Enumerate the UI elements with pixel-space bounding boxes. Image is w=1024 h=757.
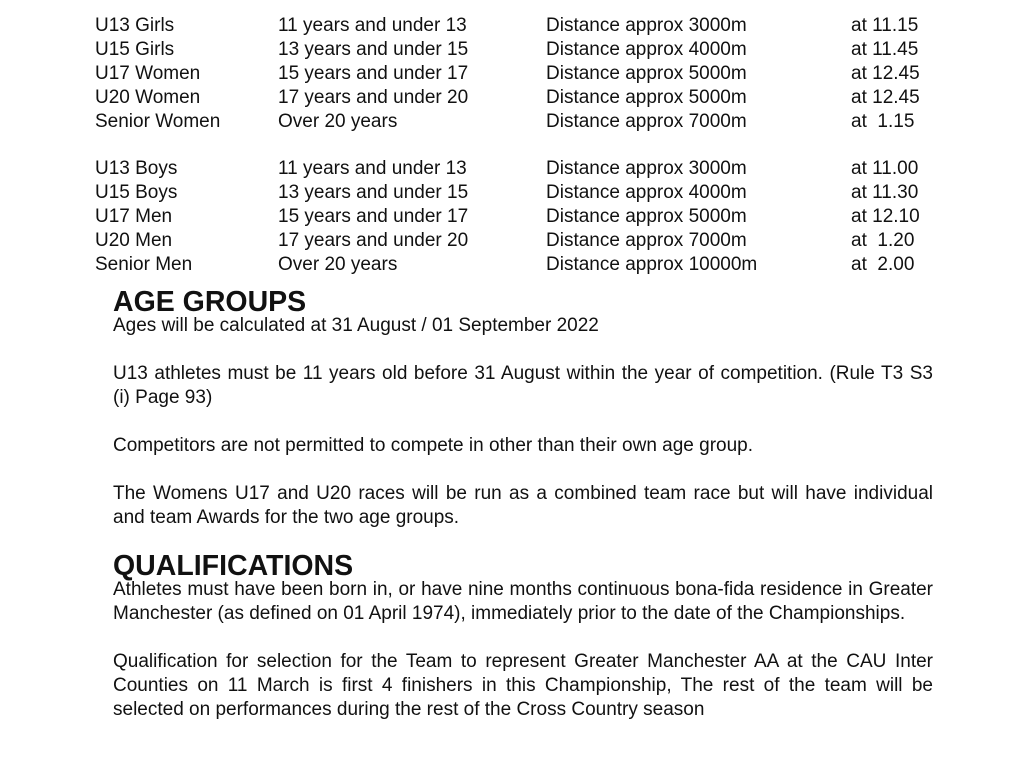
age-groups-paragraph: Ages will be calculated at 31 August / 01 September 2022	[113, 315, 599, 336]
race-distance: Distance approx 5000m	[546, 206, 747, 227]
qualifications-paragraph: Athletes must have been born in, or have nine months continuous bona-fida residence in Greater Manchester (as defined on 01 April 1974), immediately prior to the date of the Championships.	[113, 579, 933, 624]
race-distance: Distance approx 4000m	[546, 39, 747, 60]
race-category: U20 Men	[95, 230, 173, 251]
age-groups-heading: AGE GROUPS	[113, 286, 307, 318]
race-category: U17 Women	[95, 63, 201, 84]
rules-notes	[113, 286, 933, 746]
race-age-range: 13 years and under 15	[278, 182, 469, 203]
race-category: U13 Girls	[95, 15, 175, 36]
race-row	[95, 229, 975, 253]
women-races-group	[95, 14, 975, 134]
race-distance: Distance approx 3000m	[546, 158, 747, 179]
age-groups-paragraph: U13 athletes must be 11 years old before 31 August within the year of competition. (Rule T3 S3 (i) Page 93)	[113, 363, 933, 408]
race-distance: Distance approx 7000m	[546, 230, 747, 251]
race-row	[95, 110, 975, 134]
race-start-time: at 2.00	[851, 254, 915, 275]
race-age-range: Over 20 years	[278, 254, 398, 275]
qualifications-heading: QUALIFICATIONS	[113, 550, 354, 582]
race-distance: Distance approx 5000m	[546, 87, 747, 108]
race-start-time: at 11.00	[851, 158, 919, 179]
race-distance: Distance approx 7000m	[546, 111, 747, 132]
race-age-range: 15 years and under 17	[278, 206, 469, 227]
race-category: U15 Girls	[95, 39, 175, 60]
race-category: U13 Boys	[95, 158, 178, 179]
race-category: Senior Women	[95, 111, 221, 132]
race-row	[95, 157, 975, 181]
race-category: Senior Men	[95, 254, 193, 275]
race-age-range: 17 years and under 20	[278, 87, 469, 108]
race-row	[95, 62, 975, 86]
race-distance: Distance approx 5000m	[546, 63, 747, 84]
race-age-range: 11 years and under 13	[278, 158, 467, 179]
race-distance: Distance approx 3000m	[546, 15, 747, 36]
race-age-range: 17 years and under 20	[278, 230, 469, 251]
race-start-time: at 1.15	[851, 111, 915, 132]
race-distance: Distance approx 4000m	[546, 182, 747, 203]
age-groups-paragraph: The Womens U17 and U20 races will be run as a combined team race but will have individual and team Awards for the two age groups.	[113, 483, 933, 528]
race-distance: Distance approx 10000m	[546, 254, 758, 275]
race-start-time: at 11.45	[851, 39, 919, 60]
qualifications-paragraph: Qualification for selection for the Team to represent Greater Manchester AA at the CAU Inter Counties on 11 March is first 4 finishers in this Championship, The rest of the team will be selected on performances during the rest of the Cross Country season	[113, 651, 933, 720]
race-age-range: 15 years and under 17	[278, 63, 469, 84]
race-start-time: at 1.20	[851, 230, 915, 251]
race-category: U20 Women	[95, 87, 201, 108]
race-age-range: 11 years and under 13	[278, 15, 467, 36]
race-category: U15 Boys	[95, 182, 178, 203]
age-groups-paragraph: Competitors are not permitted to compete in other than their own age group.	[113, 435, 754, 456]
race-row	[95, 14, 975, 38]
race-start-time: at 11.30	[851, 182, 919, 203]
race-row	[95, 181, 975, 205]
race-start-time: at 11.15	[851, 15, 919, 36]
race-row	[95, 205, 975, 229]
race-row	[95, 86, 975, 110]
race-row	[95, 38, 975, 62]
race-age-range: 13 years and under 15	[278, 39, 469, 60]
race-schedule	[95, 14, 975, 277]
men-races-group	[95, 157, 975, 277]
race-age-range: Over 20 years	[278, 111, 398, 132]
race-category: U17 Men	[95, 206, 173, 227]
race-row	[95, 253, 975, 277]
race-start-time: at 12.10	[851, 206, 920, 227]
race-start-time: at 12.45	[851, 87, 920, 108]
race-start-time: at 12.45	[851, 63, 920, 84]
